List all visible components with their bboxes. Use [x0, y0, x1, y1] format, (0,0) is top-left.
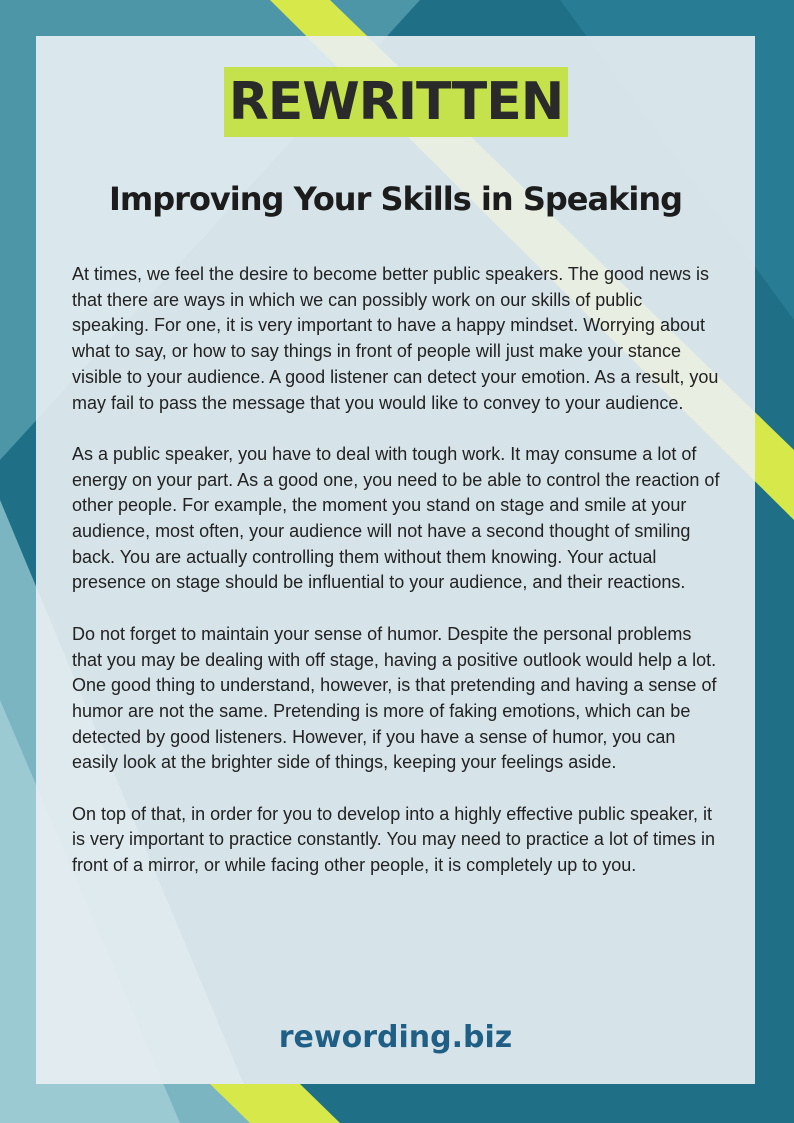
paragraph: As a public speaker, you have to deal with tough work. It may consume a lot of energy on your part. As a good one, you need to be able to control the reaction of other people. For example, the moment you stand on stage and smile at your audience, most often, your audience will not have a second thought of smiling back. You are actually controlling them without them knowing. Your actual presence on stage should be influential to your audience, and their reactions.: [72, 443, 720, 593]
paragraph: Do not forget to maintain your sense of humor. Despite the personal problems that you may be dealing with off stage, having a positive outlook would help a lot. One good thing to understand, however, is that pretending and having a sense of humor are not the same. Pretending is more of faking emotions, which can be detected by good listeners. However, if you have a sense of humor, you can easily look at the brighter side of things, keeping your feelings aside.: [72, 623, 717, 773]
footer-website: rewording.biz: [278, 1020, 513, 1055]
rewritten-badge: REWRITTEN: [224, 67, 568, 137]
paragraph: At times, we feel the desire to become better public speakers. The good news is that there are ways in which we can possibly work on our skills of public speaking. For one, it is very important to have a happy mindset. Worrying about what to say, or how to say things in front of people will just make your stance visible to your audience. A good listener can detect your emotion. As a result, you may fail to pass the message that you would like to convey to your audience.: [72, 264, 719, 413]
document-title: Improving Your Skills in Speaking: [109, 180, 682, 218]
paragraph: On top of that, in order for you to develop into a highly effective public speaker, it is very important to practice constantly. You may need to practice a lot of times in front of a mirror, or while facing other people, it is completely up to you.: [72, 803, 715, 876]
document-body: [72, 262, 722, 905]
